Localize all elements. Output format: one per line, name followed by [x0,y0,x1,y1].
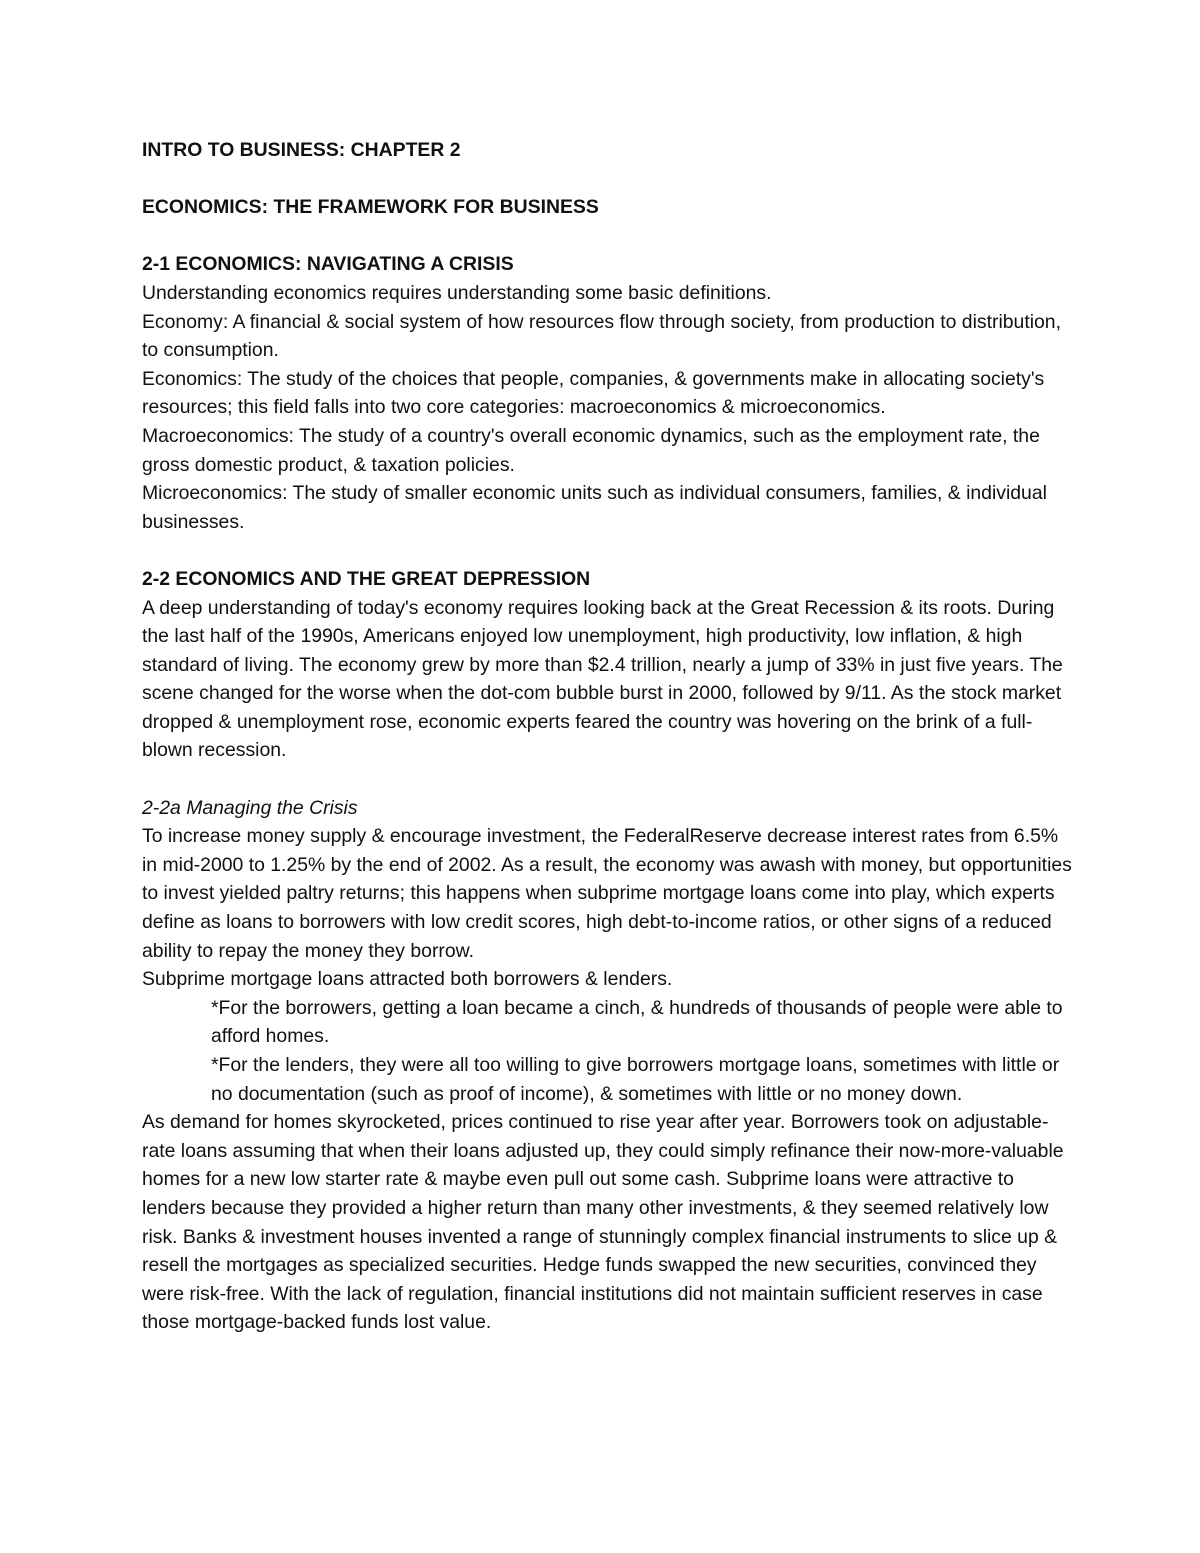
spacer [142,765,1072,794]
definition-macroeconomics: Macroeconomics: The study of a country's overall economic dynamics, such as the employment rate, the gross domestic product, & taxation policies. [142,424,1040,476]
definition-microeconomics: Microeconomics: The study of smaller economic units such as individual consumers, families, & individual businesses. [142,482,1047,533]
subsection-2a-paragraph-2: Subprime mortgage loans attracted both borrowers & lenders. [142,968,673,991]
section-1-heading: 2-1 ECONOMICS: NAVIGATING A CRISIS [142,253,514,276]
chapter-heading: ECONOMICS: THE FRAMEWORK FOR BUSINESS [142,196,599,219]
subsection-2a-paragraph-1: To increase money supply & encourage investment, the FederalReserve decrease interest rates from 6.5% in mid-2000 to 1.25% by the end of 2002. As a result, the economy was awash with money, but opportunities to invest yielded paltry returns; this happens when subprime mortgage loans come into play, which experts define as loans to borrowers with low credit scores, high debt-to-income ratios, or other signs of a reduced ability to repay the money they borrow. [142,825,1072,962]
document-page [142,136,1072,1337]
section-2-heading: 2-2 ECONOMICS AND THE GREAT DEPRESSION [142,567,591,590]
section-1-intro: Understanding economics requires understanding some basic definitions. [142,281,772,304]
section-2-paragraph: A deep understanding of today's economy requires looking back at the Great Recession & its roots. During the last half of the 1990s, Americans enjoyed low unemployment, high productivity, low inflation, & high standard of living. The economy grew by more than $2.4 trillion, nearly a jump of 33% in just five years. The scene changed for the worse when the dot-com bubble burst in 2000, followed by 9/11. As the stock market dropped & unemployment rose, economic experts feared the country was hovering on the brink of a full-blown recession. [142,596,1063,762]
bullet-lenders: *For the lenders, they were all too willing to give borrowers mortgage loans, sometimes with little or no documentation (such as proof of income), & sometimes with little or no money down. [211,1054,1060,1105]
definition-economics: Economics: The study of the choices that people, companies, & governments make in allocating society's resources; this field falls into two core categories: macroeconomics & microeconomics. [142,367,1045,419]
document-title: INTRO TO BUSINESS: CHAPTER 2 [142,139,461,161]
definition-economy: Economy: A financial & social system of how resources flow through society, from production to distribution, to consumption. [142,310,1061,362]
subsection-2a-paragraph-3: As demand for homes skyrocketed, prices continued to rise year after year. Borrowers took on adjustable-rate loans assuming that when their loans adjusted up, they could simply refinance their now-more-valuable homes for a new low starter rate & maybe even pull out some cash. Subprime loans were attractive to lenders because they provided a higher return than many other investments, & they seemed relatively low risk. Banks & investment houses invented a range of stunningly complex financial instruments to slice up & resell the mortgages as specialized securities. Hedge funds swapped the new securities, convinced they were risk-free. With the lack of regulation, financial institutions did not maintain sufficient reserves in case those mortgage-backed funds lost value. [142,1111,1064,1334]
spacer [142,536,1072,565]
spacer [142,222,1072,251]
subsection-2a-heading: 2-2a Managing the Crisis [142,796,358,819]
bullet-borrowers: *For the borrowers, getting a loan became a cinch, & hundreds of thousands of people were able to afford homes. [211,996,1063,1048]
spacer [142,165,1072,194]
